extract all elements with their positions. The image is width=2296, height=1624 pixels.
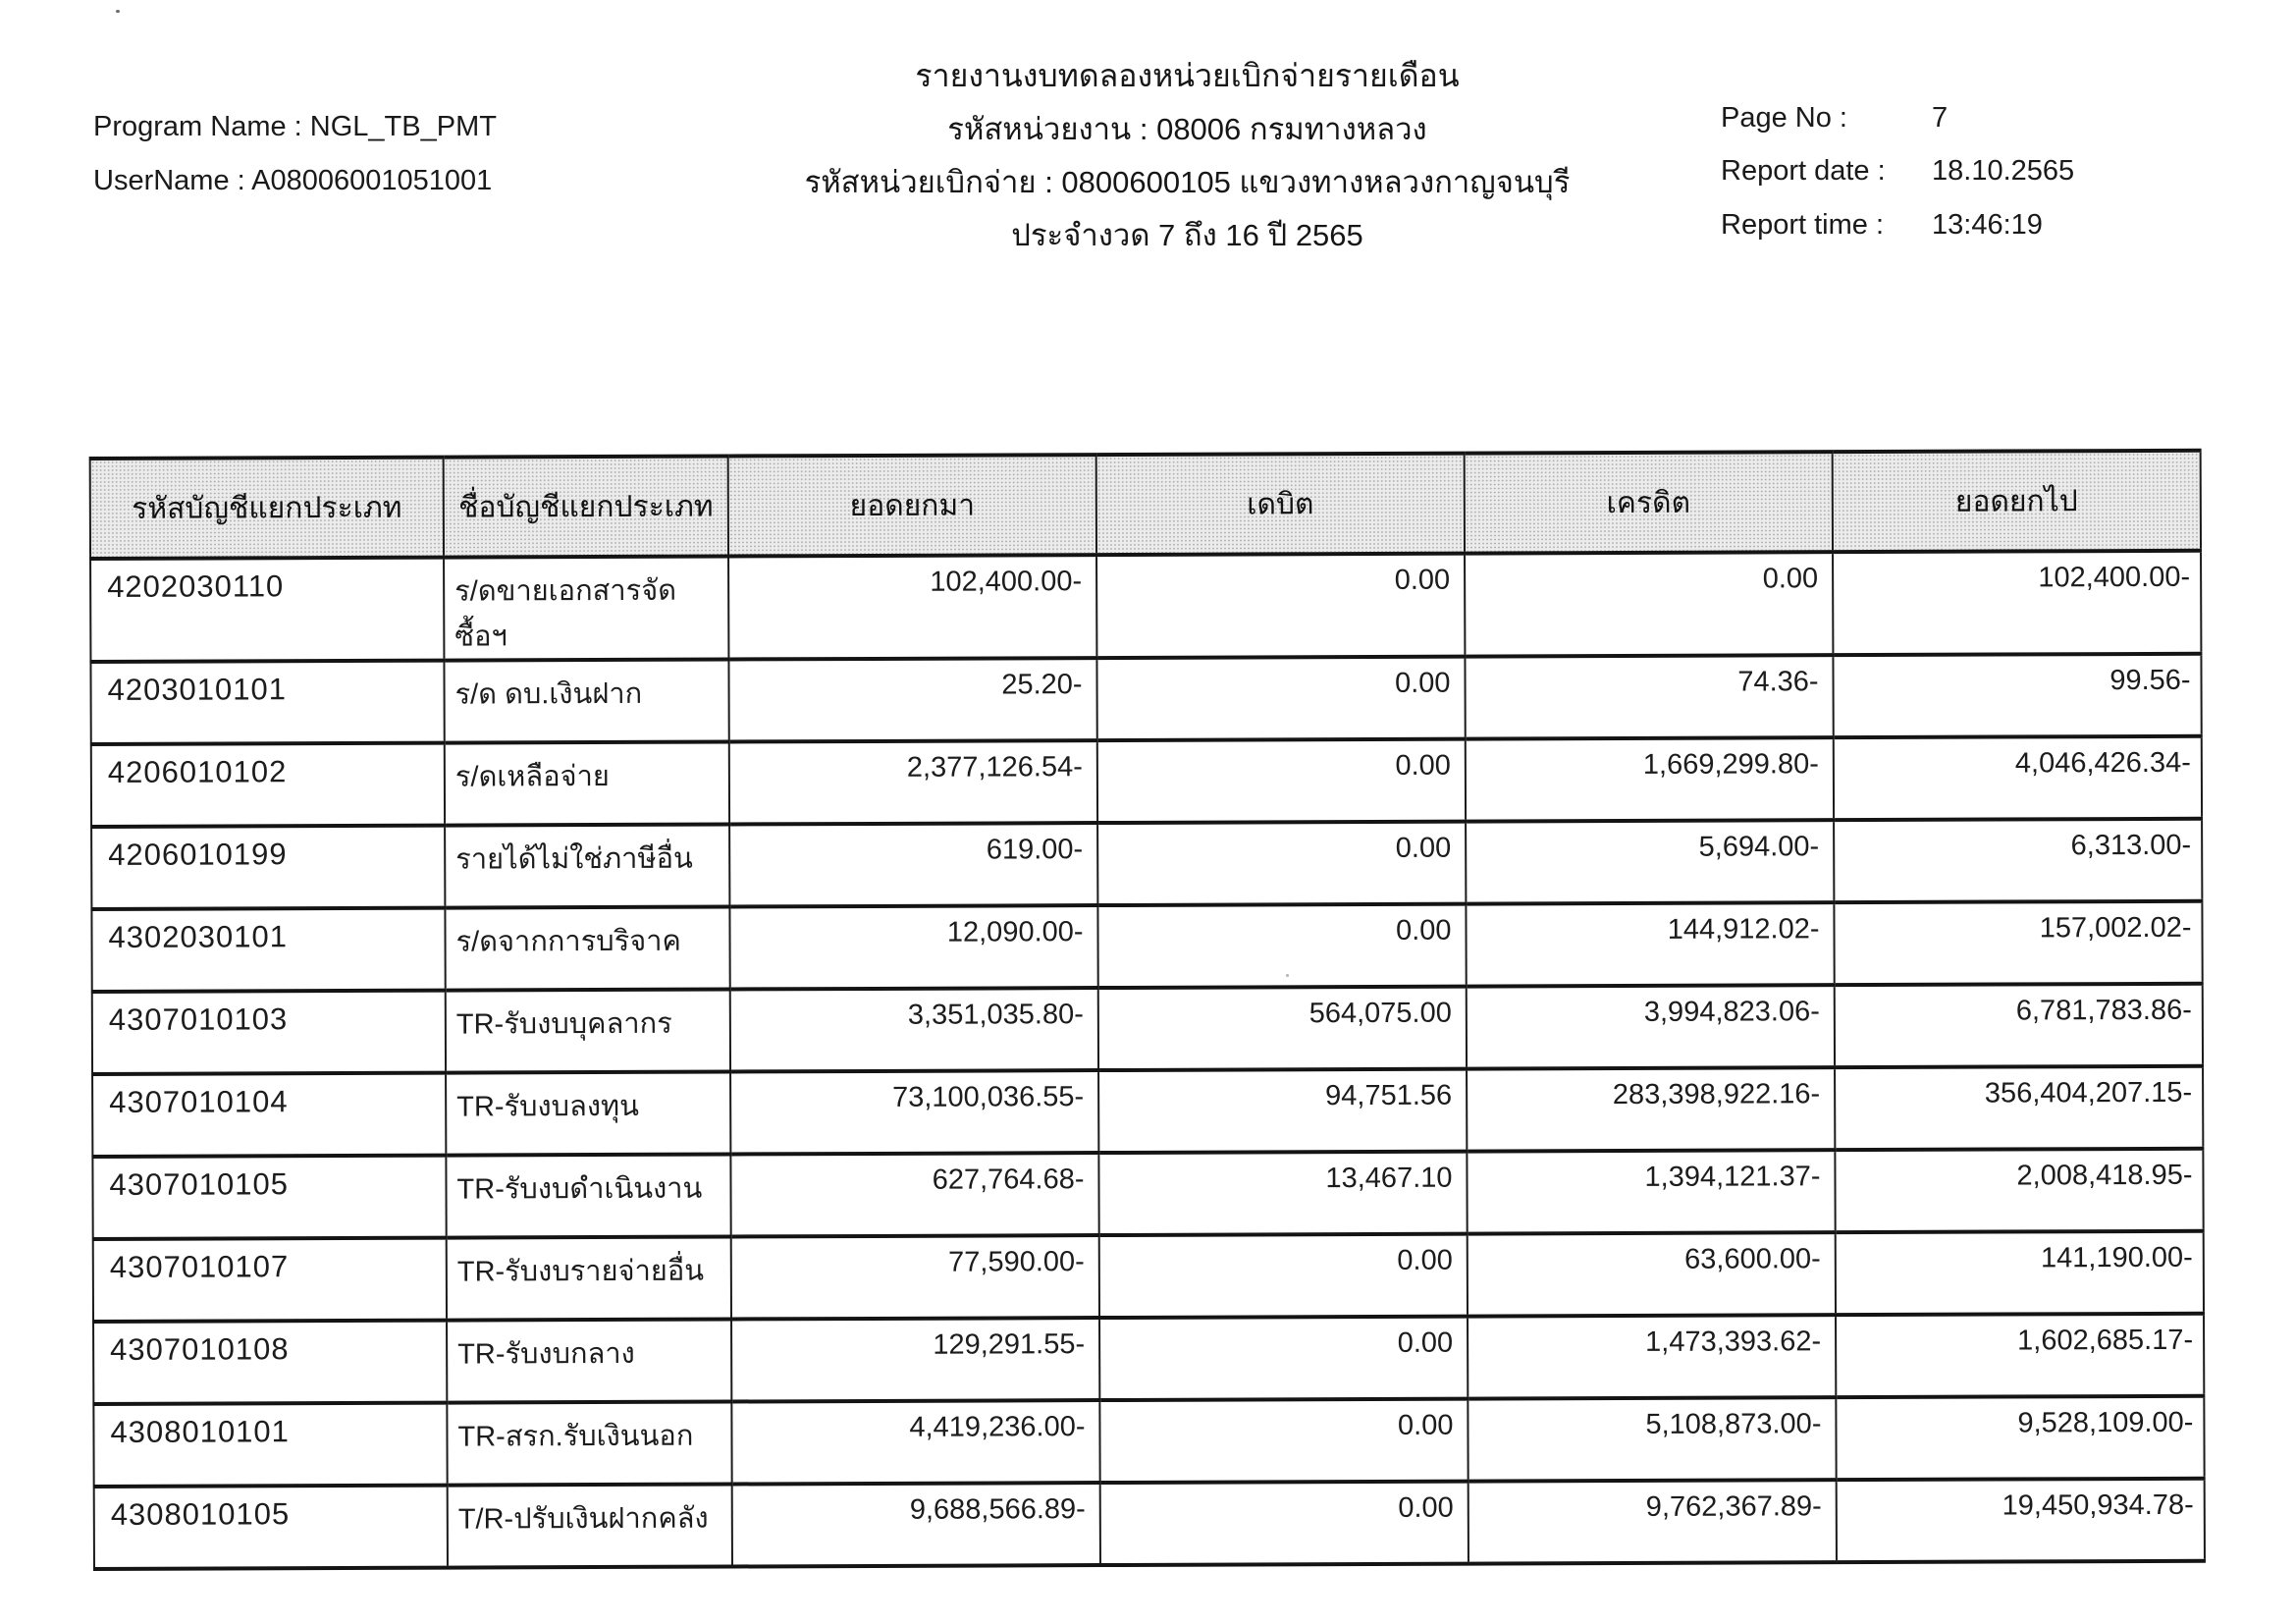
page-no-label: Page No :	[1721, 102, 1847, 134]
username-line	[93, 165, 492, 197]
table-row	[91, 819, 2202, 909]
cell-credit: 9,762,367.89-	[1468, 1480, 1837, 1563]
cell-account-code: 4307010107	[93, 1238, 447, 1322]
table-row	[93, 1314, 2204, 1404]
cell-debit: 0.00	[1096, 657, 1465, 740]
cell-balance: 102,400.00-	[1833, 551, 2201, 655]
cell-carry-forward: 2,377,126.54-	[729, 740, 1097, 824]
table-row	[90, 654, 2201, 744]
cell-account-code: 4206010102	[91, 743, 445, 827]
cell-account-name: TR-รับงบบุคลากร	[446, 990, 730, 1073]
cell-credit: 1,473,393.62-	[1468, 1315, 1836, 1398]
trial-balance-table	[89, 449, 2206, 1571]
cell-account-name: ร/ดเหลือจ่าย	[445, 742, 729, 826]
cell-debit: 0.00	[1096, 554, 1465, 658]
col-header-credit: เครดิต	[1465, 452, 1833, 553]
cell-account-code: 4308010105	[94, 1486, 448, 1569]
cell-balance: 9,528,109.00-	[1836, 1396, 2204, 1480]
cell-carry-forward: 129,291.55-	[731, 1318, 1099, 1401]
col-header-debit: เดบิต	[1096, 454, 1465, 555]
cell-account-name: รายได้ไม่ใช่ภาษีอื่น	[445, 825, 729, 908]
report-date-value: 18.10.2565	[1932, 155, 2075, 187]
cell-account-code: 4203010101	[90, 661, 444, 744]
cell-debit: 0.00	[1099, 1317, 1468, 1400]
cell-carry-forward: 12,090.00-	[729, 905, 1097, 989]
username-value: A08006001051001	[251, 165, 493, 196]
cell-account-code: 4307010104	[92, 1073, 446, 1157]
col-header-account-code: รหัสบัญชีแยกประเภท	[90, 458, 444, 559]
cell-account-name: TR-รับงบลงทุน	[446, 1072, 730, 1156]
cell-account-code: 4202030110	[90, 558, 444, 662]
cell-account-name: TR-สรก.รับเงินนอก	[447, 1402, 731, 1486]
cell-debit: 0.00	[1099, 1399, 1468, 1483]
period-line: ประจำงวด 7 ถึง 16 ปี 2565	[1011, 218, 1363, 252]
cell-debit: 0.00	[1097, 822, 1466, 905]
cell-carry-forward: 77,590.00-	[731, 1235, 1099, 1319]
col-header-account-name: ชื่อบัญชีแยกประเภท	[444, 457, 728, 558]
table-header	[90, 451, 2201, 559]
cell-balance: 141,190.00-	[1836, 1231, 2204, 1315]
cell-debit: 0.00	[1100, 1482, 1468, 1565]
table-row	[93, 1396, 2204, 1487]
agency-code-line: รหัสหน่วยงาน : 08006 กรมทางหลวง	[947, 112, 1427, 146]
disbursement-unit-line: รหัสหน่วยเบิกจ่าย : 0800600105 แขวงทางหลวงกาญจนบุรี	[804, 165, 1571, 199]
cell-account-name: T/R-ปรับเงินฝากคลัง	[448, 1485, 732, 1568]
cell-account-name: TR-รับงบรายจ่ายอื่น	[447, 1237, 731, 1321]
cell-account-code: 4308010101	[93, 1403, 447, 1487]
cell-carry-forward: 25.20-	[728, 658, 1096, 741]
cell-balance: 6,781,783.86-	[1835, 984, 2203, 1067]
report-time-value: 13:46:19	[1932, 209, 2043, 241]
table-row	[90, 551, 2201, 662]
cell-credit: 5,694.00-	[1466, 820, 1834, 903]
cell-carry-forward: 619.00-	[729, 823, 1097, 906]
cell-account-code: 4307010105	[92, 1156, 446, 1239]
page-title: รายงานงบทดลองหน่วยเบิกจ่ายรายเดือน	[915, 58, 1460, 93]
cell-account-name: ร/ด ดบ.เงินฝาก	[444, 660, 728, 743]
table-row	[94, 1479, 2205, 1569]
cell-balance: 1,602,685.17-	[1836, 1314, 2204, 1397]
cell-account-name: ร/ดขายเอกสารจัดซื้อฯ	[444, 557, 728, 661]
cell-carry-forward: 102,400.00-	[728, 555, 1096, 659]
cell-carry-forward: 9,688,566.89-	[732, 1483, 1100, 1566]
cell-credit: 74.36-	[1465, 655, 1833, 738]
program-name-label: Program Name :	[93, 111, 302, 142]
cell-balance: 6,313.00-	[1834, 819, 2202, 902]
page-no-value: 7	[1932, 102, 1949, 134]
report-date-label: Report date :	[1721, 155, 1886, 187]
cell-account-code: 4302030101	[91, 908, 445, 992]
program-name-value: NGL_TB_PMT	[309, 111, 497, 142]
report-time-label: Report time :	[1721, 209, 1884, 241]
cell-account-code: 4206010199	[91, 826, 445, 909]
cell-balance: 99.56-	[1833, 654, 2201, 737]
cell-credit: 3,994,823.06-	[1467, 985, 1835, 1068]
cell-debit: 0.00	[1099, 1234, 1468, 1318]
cell-balance: 157,002.02-	[1834, 901, 2202, 985]
cell-credit: 5,108,873.00-	[1468, 1397, 1836, 1481]
cell-carry-forward: 73,100,036.55-	[730, 1070, 1098, 1154]
cell-balance: 4,046,426.34-	[1834, 736, 2202, 820]
cell-debit: 94,751.56	[1098, 1069, 1467, 1153]
cell-credit: 144,912.02-	[1466, 902, 1834, 986]
cell-debit: 0.00	[1097, 904, 1466, 988]
cell-account-name: ร/ดจากการบริจาค	[445, 907, 729, 991]
cell-credit: 1,669,299.80-	[1466, 737, 1834, 821]
table-row	[91, 736, 2202, 827]
table-row	[92, 1066, 2203, 1157]
cell-debit: 13,467.10	[1098, 1152, 1467, 1235]
cell-balance: 356,404,207.15-	[1835, 1066, 2203, 1150]
cell-debit: 564,075.00	[1098, 987, 1467, 1070]
program-name-line	[93, 111, 497, 143]
cell-carry-forward: 627,764.68-	[730, 1153, 1098, 1236]
table-row	[91, 901, 2202, 992]
table-row	[92, 1149, 2203, 1239]
table-row	[92, 984, 2203, 1074]
scan-speck	[116, 10, 120, 13]
col-header-balance: ยอดยกไป	[1833, 451, 2201, 552]
cell-balance: 2,008,418.95-	[1835, 1149, 2203, 1232]
cell-balance: 19,450,934.78-	[1837, 1479, 2205, 1562]
cell-credit: 0.00	[1465, 552, 1833, 656]
cell-credit: 1,394,121.37-	[1467, 1150, 1835, 1233]
table-row	[93, 1231, 2204, 1322]
table-body	[90, 551, 2205, 1569]
username-label: UserName :	[93, 165, 245, 196]
cell-carry-forward: 4,419,236.00-	[731, 1400, 1099, 1484]
cell-account-code: 4307010108	[93, 1321, 447, 1404]
cell-credit: 283,398,922.16-	[1467, 1067, 1835, 1151]
cell-debit: 0.00	[1097, 739, 1466, 823]
cell-credit: 63,600.00-	[1468, 1232, 1836, 1316]
cell-account-name: TR-รับงบกลาง	[447, 1320, 731, 1403]
cell-account-code: 4307010103	[92, 991, 446, 1074]
cell-account-name: TR-รับงบดำเนินงาน	[446, 1155, 730, 1238]
cell-carry-forward: 3,351,035.80-	[730, 988, 1098, 1071]
col-header-carry-forward: ยอดยกมา	[728, 455, 1096, 556]
